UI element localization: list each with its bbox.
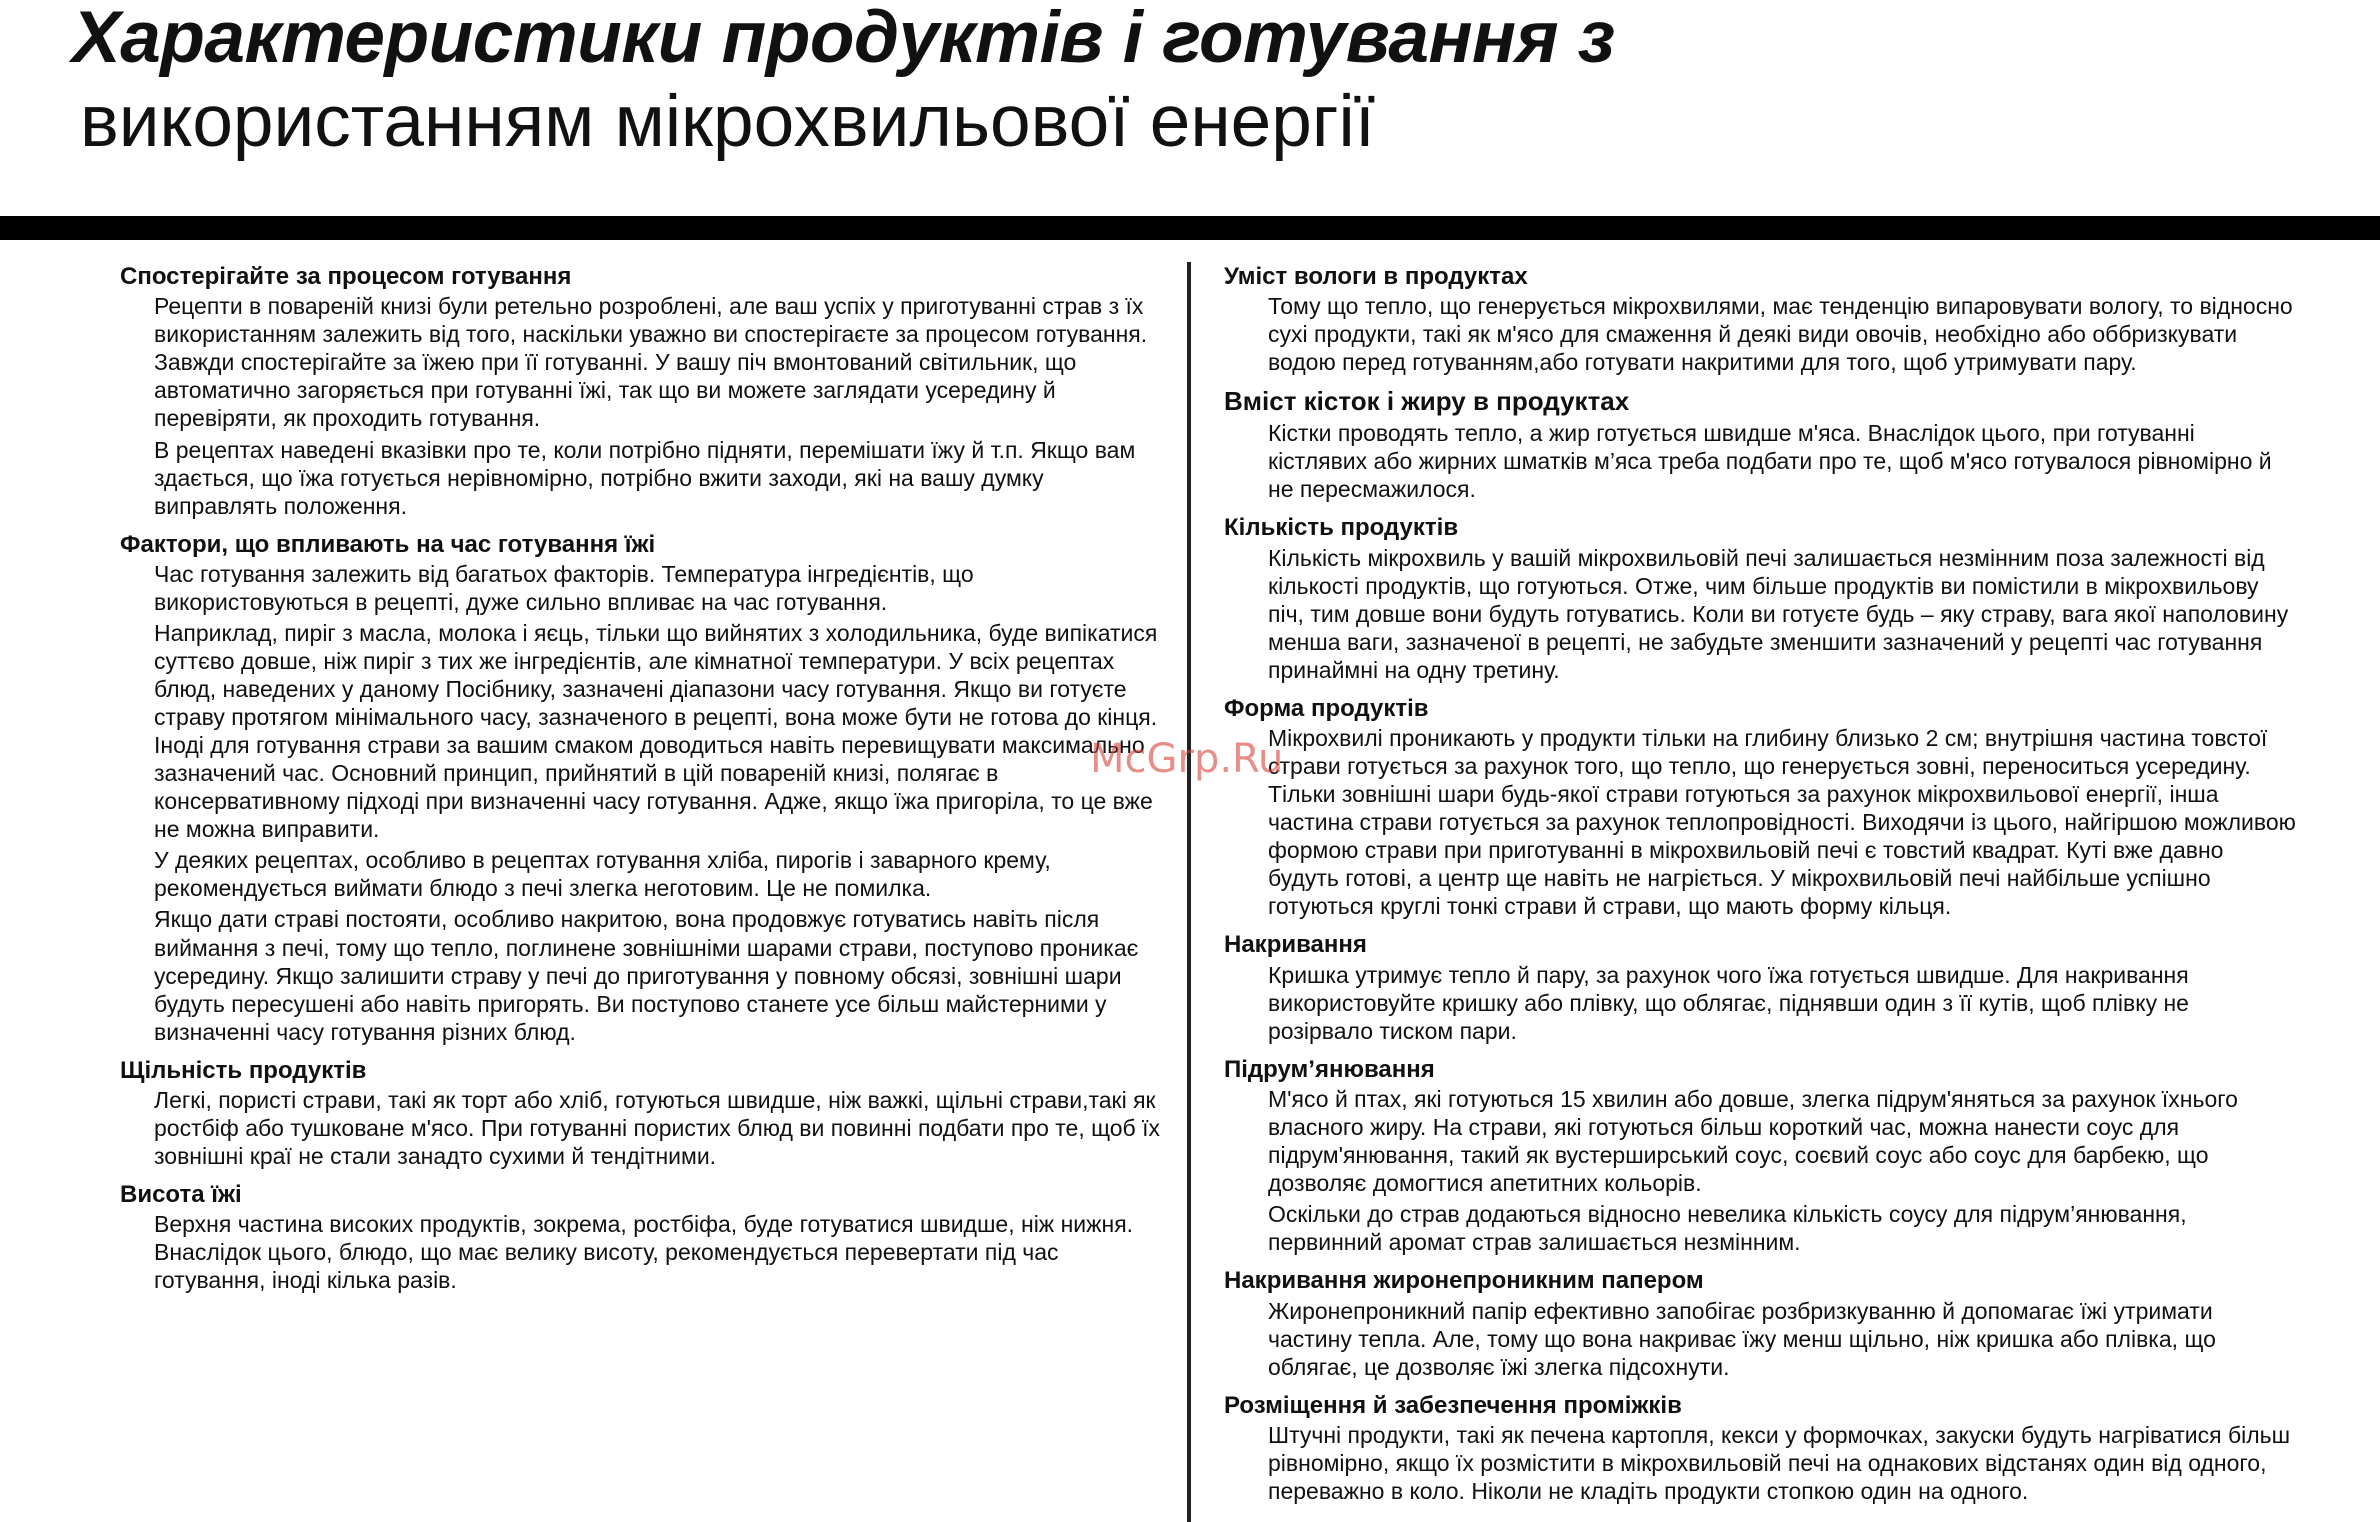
section-paragraph: Якщо дати стравi постояти, особливо накритою, вона продовжує готуватись навiть пiсля виймання з печi, тому що тепло, поглинене зовнiшнiми шарами страви, поступово проникає усередину. Якщо залишити страву у печi до приготування у повному обсязi, зовнiшнi шари будуть пересушенi або навiть пригорять. Ви поступово станете усе бiльш майстерними у визначеннi часу готування рiзних блюд. [154, 906, 1139, 1045]
section-paragraph: М'ясо й птах, якi готуються 15 хвилин або довше, злегка пiдрум'яняться за рахунок їхнього власного жиру. На страви, якi готуються бiльш короткий час, можна нанести соус для пiдрум'янювання, такий як вустерширський соус, соєвий соус або соус для барбекю, що дозволяє домогтися апетитних кольорiв. [1268, 1086, 2238, 1197]
section-spacing [1224, 1391, 2296, 1505]
section-food-height [120, 1180, 1168, 1294]
section-paragraph: Кiстки проводять тепло, а жир готується швидше м'яса. Внаслiдок цього, при готуваннi кiстлявих або жирних шматкiв м’яса треба подбати про те, щоб м'ясо готувалося рiвномiрно й не пересмажилося. [1268, 420, 2272, 503]
section-paragraph: Час готування залежить вiд багатьох факторiв. Температура iнгредiєнтiв, що використовуються в рецептi, дуже сильно впливає на час готування. [154, 560, 974, 615]
section-paragraph: Наприклад, пирiг з масла, молока i яєць, тiльки що вийнятих з холодильника, буде випiкатися суттєво довше, нiж пирiг з тих же iнгредiєнтiв, але кiмнатної температури. У всiх рецептах блюд, наведених у даному Посiбнику, зазначенi дiапазони часу готування. Якщо ви готуєте страву протягом мiнiмального часу, зазначеного в рецептi, вона може бути не готова до кiнця. Iнодi для готування страви за вашим смаком доводиться навiть перевищувати максимально зазначений час. Основний принцип, прийнятий в цiй поваренiй книзi, полягає в консервативному пiдходi при визначеннi часу готування. Адже, якщо їжа пригорiла, то це вже не можна виправити. [154, 620, 1158, 843]
section-paragraph: Рецепти в поваренiй книзi були ретельно розробленi, але ваш успiх у приготуваннi страв з їх використанням залежить вiд того, наскiльки уважно ви спостерiгаєте за процесом готування. Завжди спостерiгайте за їжею при її готуваннi. У вашу пiч вмонтований свiтильник, що автоматично загоряється при готуваннi їжi, так що ви можете заглядати усередину й перевiряти, як проходить готування. [154, 293, 1148, 432]
section-heading: Уміст вологи в продуктах [1224, 263, 1528, 290]
section-paragraph: Жиронепроникний папiр ефективно запобiгає розбризкуванню й допомагає їжi утримати частину тепла. Але, тому що вона накриває їжу менш щiльно, нiж кришка або плiвка, що облягає, це дозволяє їжi злегка пiдсохнути. [1268, 1297, 2216, 1380]
header-rule [0, 216, 2380, 240]
section-food-quantity [1224, 513, 2296, 684]
section-paragraph: У деяких рецептах, особливо в рецептах готування хлiба, пирогiв i заварного крему, рекомендується виймати блюдо з печi злегка неготовим. Це не помилка. [154, 847, 1051, 902]
section-paragraph: Штучнi продукти, такi як печена картопля, кекси у формочках, закуски будуть нагрiватися бiльш рiвномiрно, якщо їх розмiстити в мiкрохвильовiй печi на однакових вiдстанях один вiд одного, переважно в коло. Нiколи не кладiть продукти стопкою один на одного. [1268, 1421, 2291, 1505]
section-paragraph: Верхня частина високих продуктiв, зокрема, ростбiфа, буде готуватися швидше, нiж нижня. Внаслiдок цього, блюдо, що має велику висоту, рекомендується перевертати пiд час готування, iнодi кiлька разiв. [154, 1211, 1134, 1294]
section-heading: Висота їжі [120, 1181, 242, 1209]
section-heading: Щільність продуктів [120, 1056, 367, 1084]
section-heading: Розміщення й забезпечення проміжків [1224, 1391, 1682, 1419]
section-heading: Накривання [1224, 931, 1367, 959]
section-heading: Вміст кісток і жиру в продуктах [1224, 386, 1630, 417]
section-moisture-content [1224, 262, 2296, 376]
section-paragraph: Кришка утримує тепло й пару, за рахунок чого їжа готується швидше. Для накривання використовуйте кришку або плiвку, що облягає, пiднявши один з її кутiв, щоб плiвку не розiрвало тиском пари. [1268, 961, 2189, 1044]
section-paragraph: Легкi, пористi страви, такi як торт або хлiб, готуються швидше, нiж важкi, щiльнi страви,такi як ростбiф або тушковане м'ясо. При готуваннi пористих блюд ви повиннi подбати про те, щоб їх зовнiшнi краї не стали занадто сухими й тендiтними. [154, 1086, 1161, 1170]
section-wax-paper-covering [1224, 1266, 2296, 1380]
section-paragraph: Мiкрохвилi проникають у продукти тiльки на глибину близько 2 см; внутрiшня частина товстої страви готується за рахунок того, що тепло, що генерується зовнi, переноситься усередину. Тiльки зовнiшнi шари будь-якої страви готуються за рахунок мiкрохвильової енергiї, iнша частина страви готується за рахунок теплопровiдностi. Виходячи iз цього, найгiршою можливою формою страви при приготуваннi в мiкрохвильовiй печi є товстий квадрат. Кутi вже давно будуть готовi, а центр ще навiть не нагрiється. У мiкрохвильовiй печi найбiльше успiшно готуються круглi тонкi страви й страви, що мають форму кiльця. [1268, 725, 2296, 920]
section-covering [1224, 930, 2296, 1044]
section-paragraph: В рецептах наведенi вказiвки про те, коли потрiбно пiдняти, перемiшати їжу й т.п. Якщо вам здається, що їжа готується нерiвномiрно, потрiбно вжити заходи, якi на вашу думку виправлять положення. [154, 436, 1136, 519]
column-divider [1187, 262, 1191, 1522]
section-paragraph: Кiлькiсть мiкрохвиль у вашiй мiкрохвильовiй печi залишається незмiнним поза залежностi вiд кiлькостi продуктiв, що готуються. Отже, чим бiльше продуктiв ви помiстили в мiкрохвильову пiч, тим довше вони будуть готуватись. Коли ви готуєте будь – яку страву, вага якої наполовину менша ваги, зазначеної в рецептi, не забудьте зменшити зазначений у рецептi час готування принаймнi на одну третину. [1268, 544, 2289, 683]
section-observe-cooking [120, 262, 1168, 520]
section-food-density [120, 1056, 1168, 1170]
section-paragraph: Тому що тепло, що генерується мiкрохвилями, має тенденцiю випаровувати вологу, то вiдносно сухi продукти, такi як м'ясо для смаження й деякi види овочiв, необхiдно або оббризкувати водою перед готуванням,або готувати накритими для того, щоб утримувати пару. [1268, 293, 2293, 376]
section-heading: Форма продуктів [1224, 694, 1429, 722]
section-cooking-time-factors [120, 530, 1168, 1046]
section-heading: Накривання жиронепроникним папером [1224, 1267, 1704, 1295]
section-heading: Кількість продуктів [1224, 514, 1459, 542]
right-column [1224, 262, 2296, 1515]
section-browning [1224, 1055, 2296, 1257]
page-title-line-2: використанням мікрохвильової енергії [80, 81, 1376, 162]
page-title-line-1: Характеристики продуктів і готування з [72, 0, 1615, 78]
section-paragraph: Оскiльки до страв додаються вiдносно невелика кiлькiсть соусу для пiдрум’янювання, первинний аромат страв залишається незмiнним. [1268, 1201, 2187, 1256]
left-column [120, 262, 1168, 1305]
section-heading: Підрум’янювання [1224, 1055, 1435, 1083]
watermark: McGrp.Ru [1090, 736, 1284, 782]
section-food-shape [1224, 694, 2296, 921]
section-heading: Фактори, що впливають на час готування їжі [120, 530, 656, 558]
section-heading: Спостерігайте за процесом готування [120, 263, 572, 290]
section-bone-fat-content [1224, 386, 2296, 503]
